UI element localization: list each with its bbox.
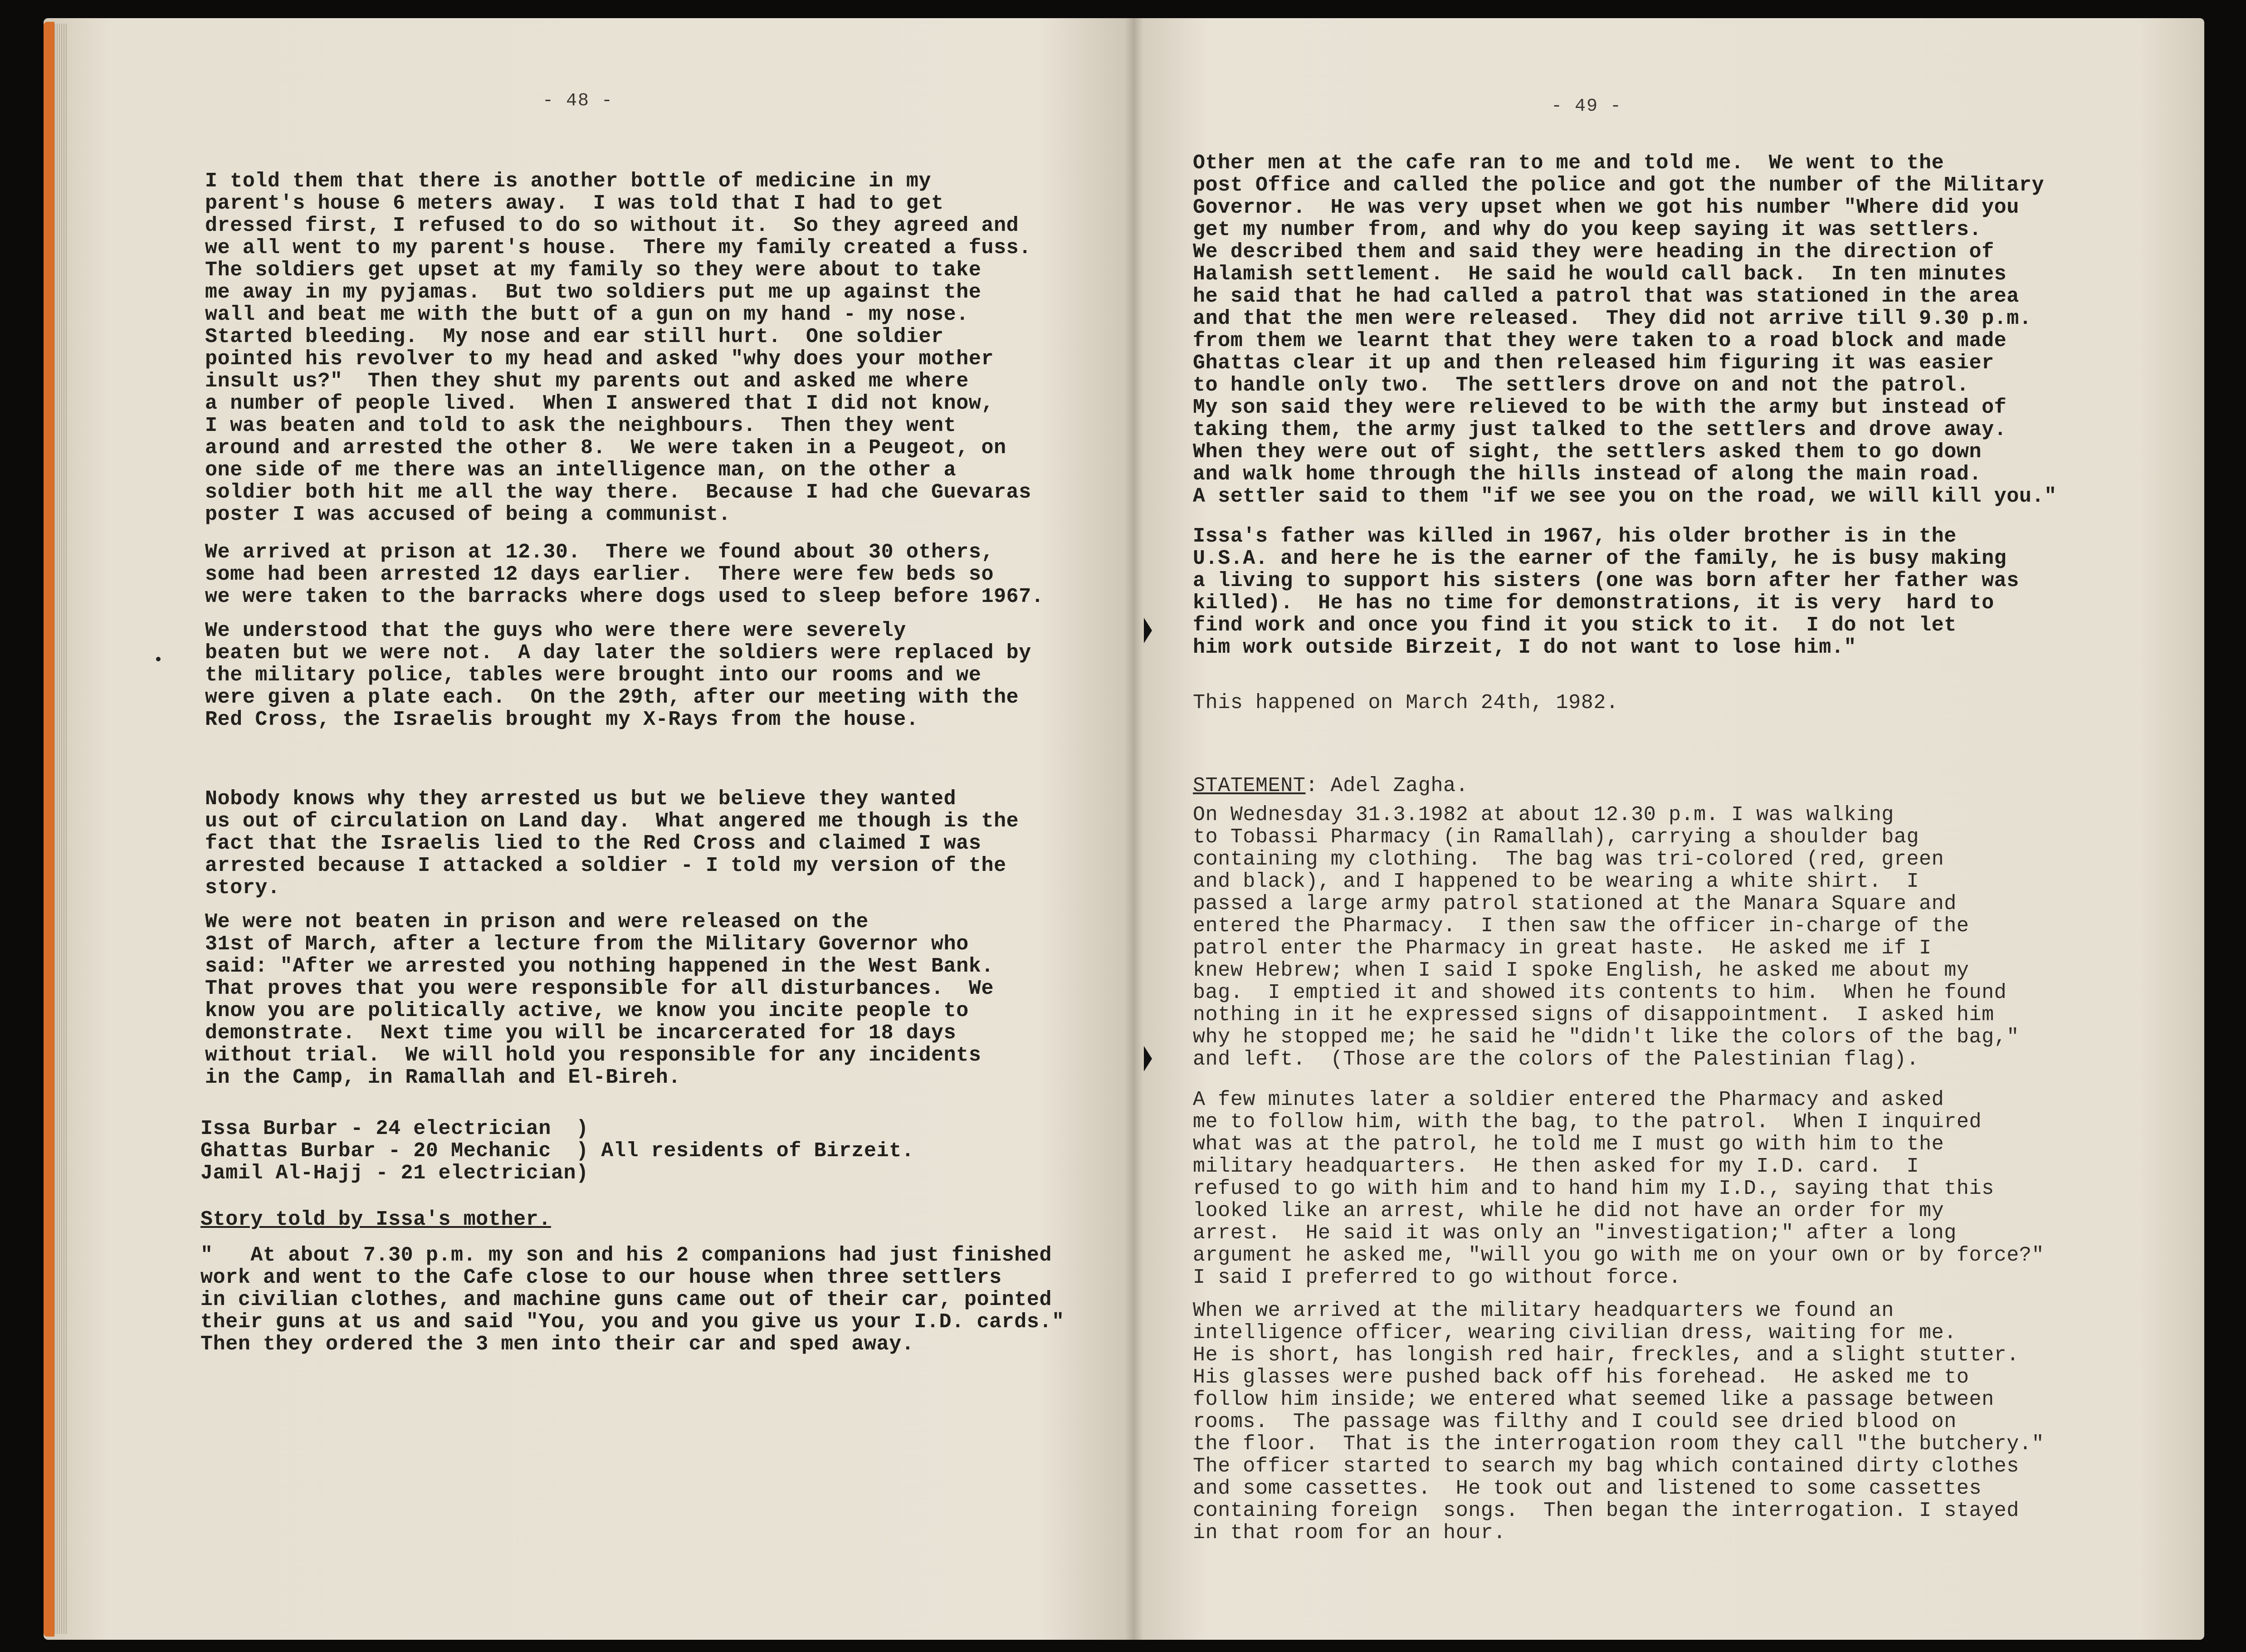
left-para-1: I told them that there is another bottle of medicine in my parent's house 6 meters away. I was told that I had to get dressed first, I refused to do so without it. So they agreed and we all went to my parent's house. There my family created a fuss. The soldiers get upset at my family so they were about to take me away in my pyjamas. But two soldiers put me up against the wall and beat me with the butt of a gun on my hand - my nose. Started bleeding. My nose and ear still hurt. One soldier pointed his revolver to my head and asked "why does your mother insult us?" Then they shut my parents out and asked me where a number of people lived. When I answered that I did not know, I was beaten and told to ask the neighbours. Then they went around and arrested the other 8. We were taken in a Peugeot, on one side of me there was an intelligence man, on the other a soldier both hit me all the way there. Because I had che Guevaras poster I was accused of being a communist. bbox=[205, 170, 1031, 526]
page-stack-edge bbox=[54, 24, 68, 1634]
statement-label: STATEMENT bbox=[1193, 774, 1306, 797]
statement-para-2: A few minutes later a soldier entered the Pharmacy and asked me to follow him, with the bag, to the patrol. When I inquired what was at the patrol, he told me I must go with him to the military headquarters. He then asked for my I.D. card. I refused to go with him and to hand him my I.D., saying that this looked like an arrest, while he did not have an order for my arrest. He said it was only an "investigation;" after a long argument he asked me, "will you go with me on your own or by force?" I said I preferred to go without force. bbox=[1193, 1088, 2045, 1289]
right-para-2: Issa's father was killed in 1967, his older brother is in the U.S.A. and here he is the earner of the family, he is busy making a living to support his sisters (one was born after her father was killed). He has no time for demonstrations, it is very hard to find work and once you find it you stick to it. I do not let him work outside Birzeit, I do not want to lose him." bbox=[1193, 525, 2019, 659]
margin-dot bbox=[156, 657, 161, 661]
statement-heading bbox=[1193, 775, 1468, 797]
left-para-4: Nobody knows why they arrested us but we believe they wanted us out of circulation on Land day. What angered me though is the fact that the Israelis lied to the Red Cross and claimed I was arrested because I attacked a soldier - I told my version of the story. bbox=[205, 787, 1019, 899]
left-para-5: We were not beaten in prison and were released on the 31st of March, after a lecture from the Military Governor who said: "After we arrested you nothing happened in the West Bank. That proves that you were responsible for all disturbances. We know you are politically active, we know you incite people to demonstrate. Next time you will be incarcerated for 18 days without trial. We will hold you responsible for any incidents in the Camp, in Ramallah and El-Bireh. bbox=[205, 910, 994, 1089]
book-cover-edge bbox=[44, 22, 54, 1637]
binding-marker-bottom bbox=[1144, 1046, 1152, 1071]
left-para-2: We arrived at prison at 12.30. There we found about 30 others, some had been arrested 12 days earlier. There were few beds so we were taken to the barracks where dogs used to sleep before 1967. bbox=[205, 541, 1044, 608]
page-number-left: - 48 - bbox=[542, 91, 614, 111]
residents-list: Issa Burbar - 24 electrician ) Ghattas Burbar - 20 Mechanic ) All residents of Birzeit. Jamil Al-Hajj - 21 electrician) bbox=[200, 1117, 914, 1185]
story-text: " At about 7.30 p.m. my son and his 2 companions had just finished work and went to the Cafe close to our house when three settlers in civilian clothes, and machine guns came out of their car, pointed their guns at us and said "You, you and you give us your I.D. cards." Then they ordered the 3 men into their car and sped away. bbox=[200, 1244, 1064, 1356]
binding-marker-top bbox=[1144, 618, 1152, 643]
statement-para-3: When we arrived at the military headquarters we found an intelligence officer, wearing civilian dress, waiting for me. He is short, has longish red hair, freckles, and a slight stutter. His glasses were pushed back off his forehead. He asked me to follow him inside; we entered what seemed like a passage between rooms. The passage was filthy and I could see dried blood on the floor. That is the interrogation room they call "the butchery." The officer started to search my bag which contained dirty clothes and some cassettes. He took out and listened to some cassettes containing foreign songs. Then began the interrogation. I stayed in that room for an hour. bbox=[1193, 1299, 2045, 1544]
statement-para-1: On Wednesday 31.3.1982 at about 12.30 p.m. I was walking to Tobassi Pharmacy (in Ramallah), carrying a shoulder bag containing my clothing. The bag was tri-colored (red, green and black), and I happened to be wearing a white shirt. I passed a large army patrol stationed at the Manara Square and entered the Pharmacy. I then saw the officer in-charge of the patrol enter the Pharmacy in great haste. He asked me if I knew Hebrew; when I said I spoke English, he asked me about my bag. I emptied it and showed its contents to him. When he found nothing in it he expressed signs of disappointment. I asked him why he stopped me; he said he "didn't like the colors of the bag," and left. (Those are the colors of the Palestinian flag). bbox=[1193, 803, 2019, 1071]
story-heading: Story told by Issa's mother. bbox=[200, 1208, 551, 1231]
book-gutter bbox=[1125, 18, 1143, 1640]
page-number-right: - 49 - bbox=[1551, 96, 1622, 117]
left-para-3: We understood that the guys who were there were severely beaten but we were not. A day later the soldiers were replaced by the military police, tables were brought into our rooms and we were given a plate each. On the 29th, after our meeting with the Red Cross, the Israelis brought my X-Rays from the house. bbox=[205, 619, 1031, 731]
statement-name: : Adel Zagha. bbox=[1305, 774, 1469, 797]
right-para-1: Other men at the cafe ran to me and told me. We went to the post Office and called the police and got the number of the Military Governor. He was very upset when we got his number "Where did you get my number from, and why do you keep saying it was settlers. We described them and said they were heading in the direction of Halamish settlement. He said he would call back. In ten minutes he said that he had called a patrol that was stationed in the area and that the men were released. They did not arrive till 9.30 p.m. from them we learnt that they were taken to a road block and made Ghattas clear it up and then released him figuring it was easier to handle only two. The settlers drove on and not the patrol. My son said they were relieved to be with the army but instead of taking them, the army just talked to the settlers and drove away. When they were out of sight, the settlers asked them to go down and walk home through the hills instead of along the main road. A settler said to them "if we see you on the road, we will kill you." bbox=[1193, 152, 2057, 508]
happened-date: This happened on March 24th, 1982. bbox=[1193, 691, 1619, 714]
